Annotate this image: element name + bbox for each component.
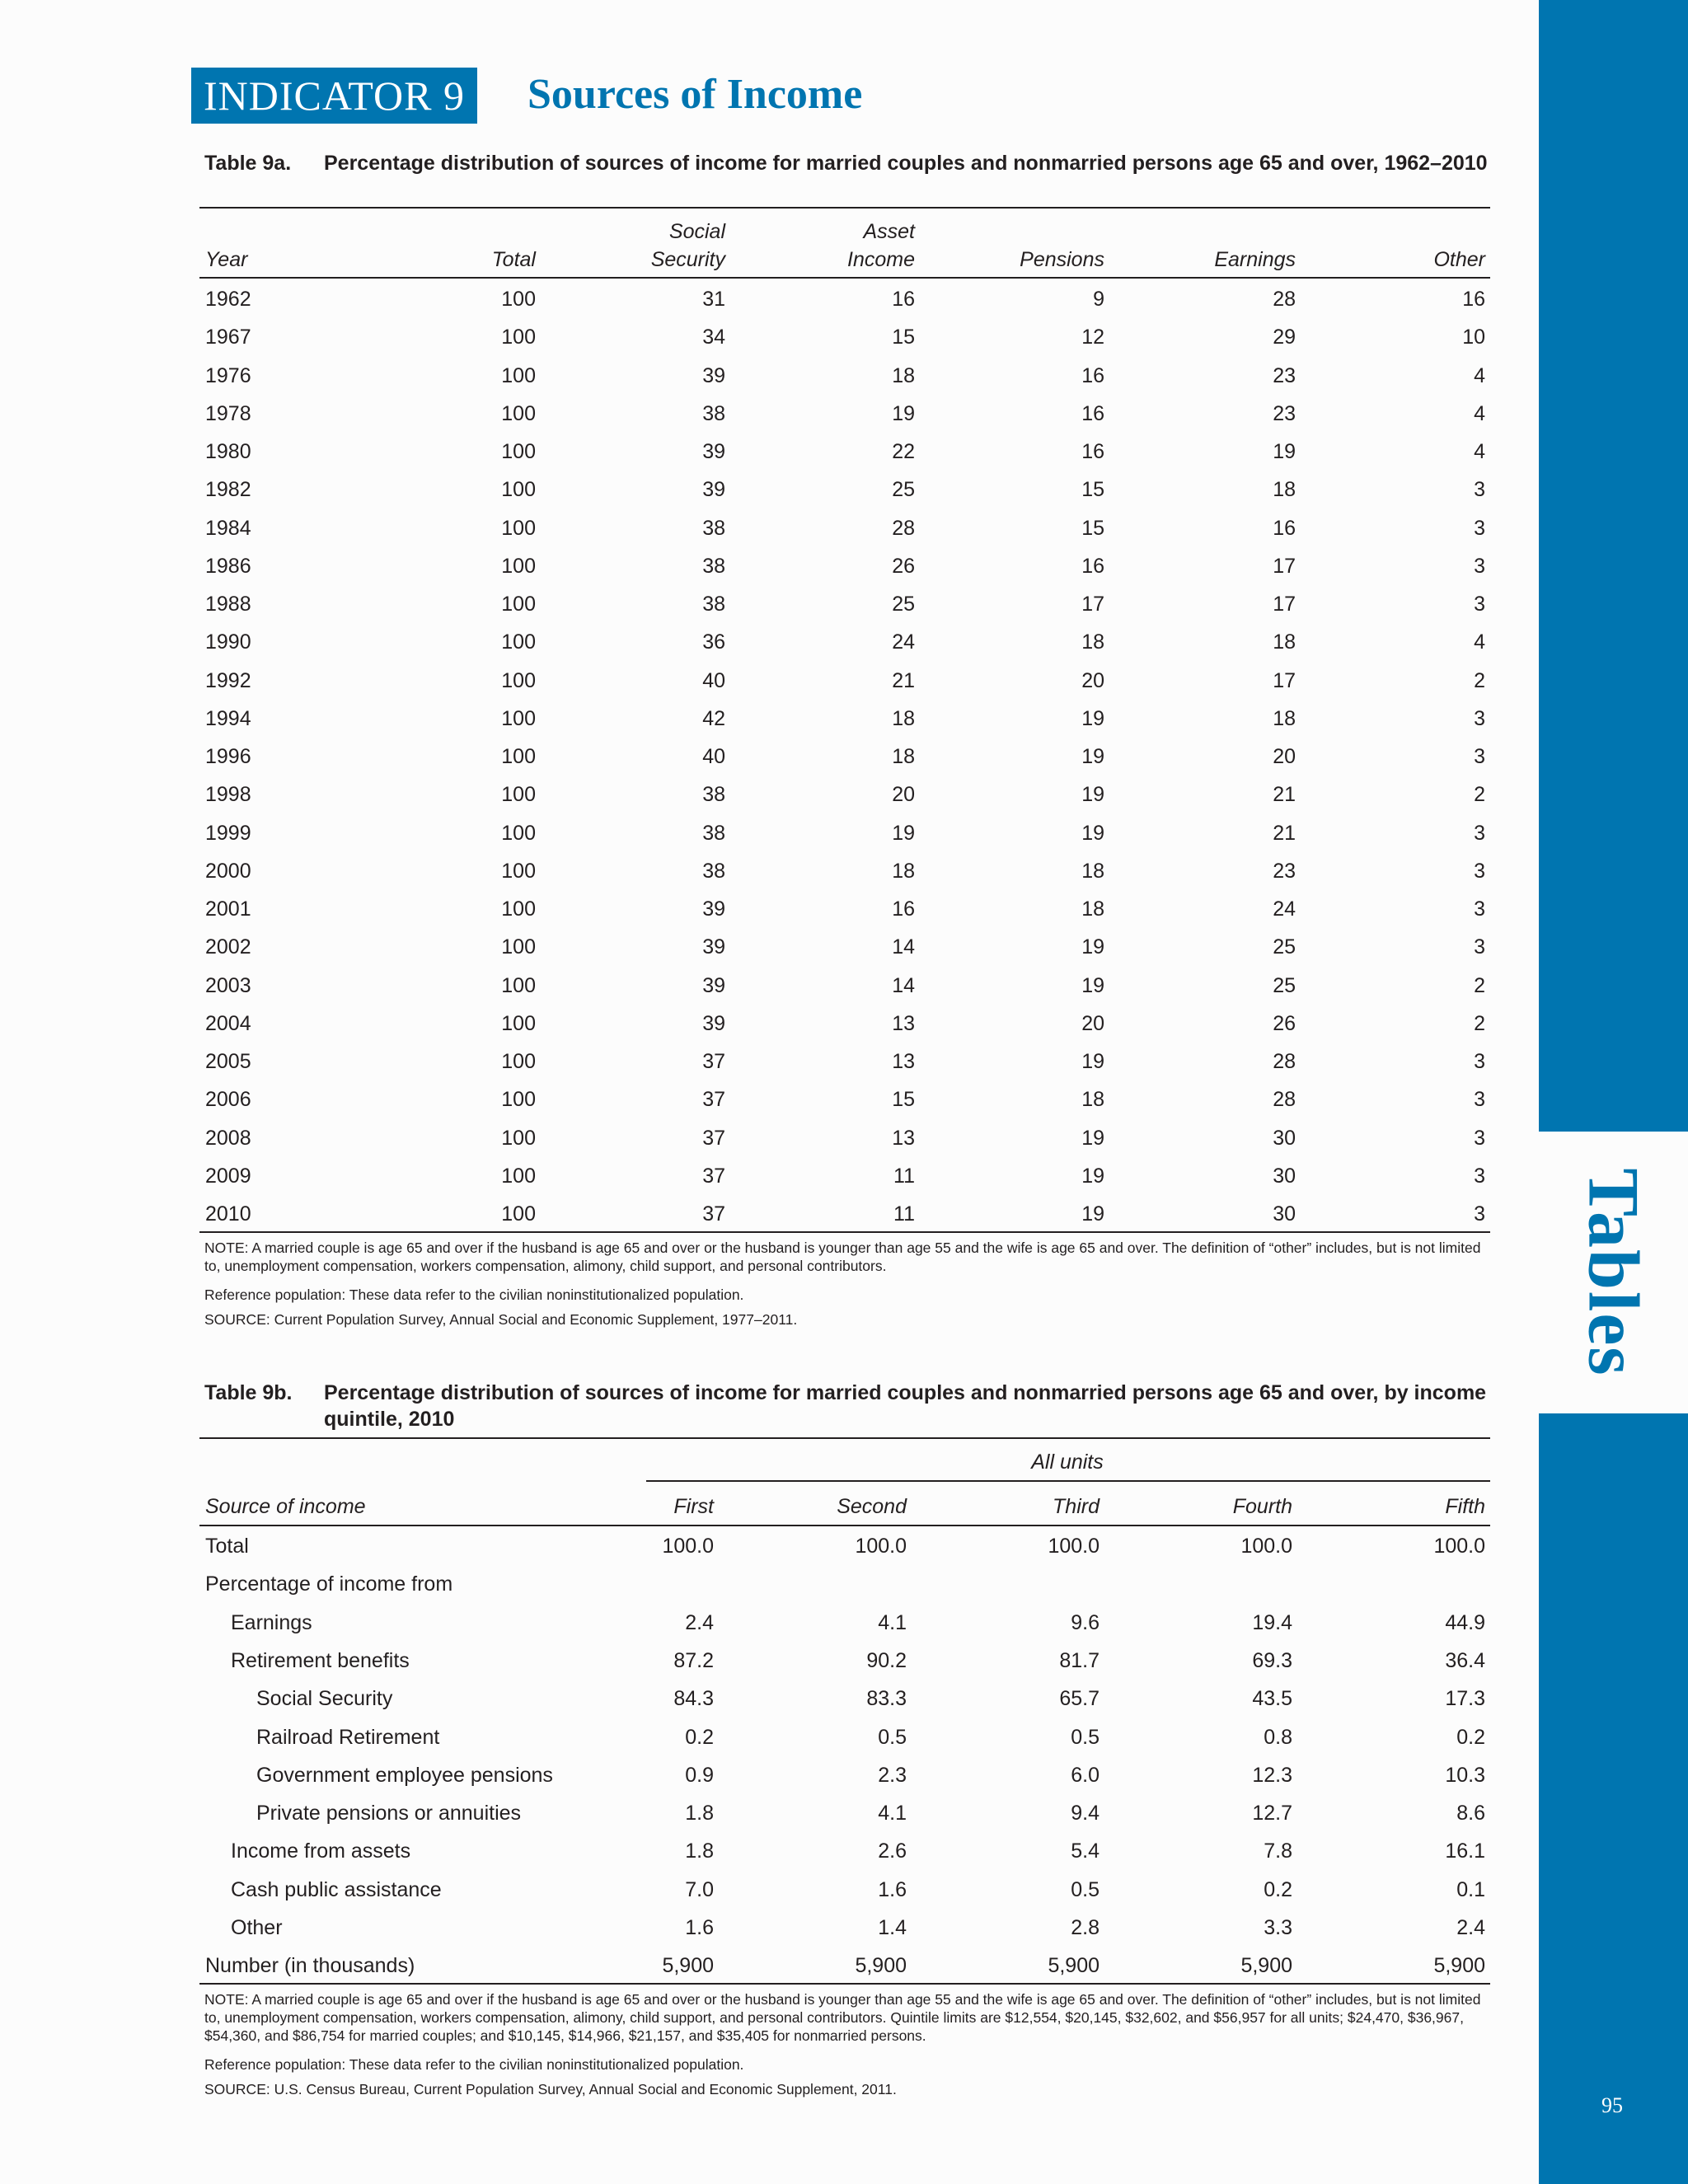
table-9a-value-cell: 18: [1273, 707, 1296, 730]
table-9a-year-cell: 1976: [205, 364, 251, 387]
table-9a-col-header: Income: [847, 248, 915, 271]
table-9a-value-cell: 13: [892, 1012, 915, 1035]
table-9a-value-cell: 17: [1273, 593, 1296, 616]
table-9b-row-label: Government employee pensions: [256, 1764, 553, 1787]
table-9a-value-cell: 16: [1081, 364, 1104, 387]
table-9a-note: Reference population: These data refer to the civilian noninstitutionalized population.: [204, 1286, 744, 1303]
table-9a-value-cell: 11: [893, 1202, 915, 1226]
table-9b-value-cell: 43.5: [1252, 1687, 1292, 1710]
table-9b-value-cell: 1.4: [878, 1916, 907, 1939]
table-9a-col-header: Asset: [863, 220, 915, 243]
table-9a-value-cell: 2: [1474, 1012, 1485, 1035]
table-9a-value-cell: 28: [892, 517, 915, 540]
table-9b-value-cell: 0.1: [1456, 1878, 1485, 1901]
table-9a-year-cell: 1999: [205, 822, 251, 845]
table-9a-value-cell: 100: [501, 860, 536, 883]
table-9b-row-label: Number (in thousands): [205, 1954, 415, 1977]
table-9a-value-cell: 18: [1273, 478, 1296, 501]
table-9a-value-cell: 13: [892, 1127, 915, 1150]
table-9a-value-cell: 3: [1474, 745, 1485, 768]
table-9a-value-cell: 19: [1081, 1050, 1104, 1073]
table-9b-value-cell: 1.8: [685, 1840, 714, 1863]
table-9a-value-cell: 20: [1273, 745, 1296, 768]
table-9b-value-cell: 90.2: [866, 1649, 907, 1672]
table-9a-col-header: Earnings: [1214, 248, 1296, 271]
table-9a-value-cell: 100: [501, 593, 536, 616]
table-9a-year-cell: 1962: [205, 288, 251, 311]
table-9a-value-cell: 18: [1081, 1088, 1104, 1111]
table-9a-value-cell: 19: [1081, 1165, 1104, 1188]
table-9a-value-cell: 16: [1081, 555, 1104, 578]
table-9a-value-cell: 19: [1081, 1202, 1104, 1226]
table-9a-value-cell: 100: [501, 1202, 536, 1226]
table-9a-value-cell: 30: [1273, 1202, 1296, 1226]
table-9a-value-cell: 19: [892, 402, 915, 425]
table-9b-col-header: First: [673, 1495, 714, 1518]
table-9b-value-cell: 5.4: [1071, 1840, 1100, 1863]
table-9a-year-cell: 1992: [205, 669, 251, 692]
table-9b-value-cell: 2.6: [878, 1840, 907, 1863]
table-9b-value-cell: 5,900: [1240, 1954, 1292, 1977]
table-9a-value-cell: 3: [1474, 1127, 1485, 1150]
table-9b-row-label: Earnings: [231, 1611, 312, 1634]
table-9a-value-cell: 2: [1474, 974, 1485, 997]
table-9a-value-cell: 38: [702, 517, 725, 540]
table-9b-value-cell: 2.3: [878, 1764, 907, 1787]
table-9b-value-cell: 100.0: [855, 1535, 907, 1558]
table-9a-number: Table 9a.: [204, 152, 292, 175]
table-9b-value-cell: 36.4: [1445, 1649, 1485, 1672]
table-9b-value-cell: 0.5: [1071, 1878, 1100, 1901]
table-9a-value-cell: 14: [892, 935, 915, 958]
table-9a-value-cell: 3: [1474, 822, 1485, 845]
table-9a-value-cell: 18: [892, 707, 915, 730]
table-9a-value-cell: 10: [1462, 326, 1485, 349]
table-9a-value-cell: 12: [1081, 326, 1104, 349]
table-9a-value-cell: 100: [501, 326, 536, 349]
table-9b-value-cell: 69.3: [1252, 1649, 1292, 1672]
table-9a-value-cell: 34: [702, 326, 725, 349]
table-9b-value-cell: 4.1: [878, 1802, 907, 1825]
table-9a-value-cell: 4: [1474, 364, 1485, 387]
table-9b-value-cell: 17.3: [1445, 1687, 1485, 1710]
table-9b-value-cell: 5,900: [1433, 1954, 1485, 1977]
table-9a-value-cell: 39: [702, 1012, 725, 1035]
table-9a-value-cell: 100: [501, 935, 536, 958]
table-9a-value-cell: 21: [1273, 783, 1296, 806]
table-9a-value-cell: 25: [892, 593, 915, 616]
table-9b-value-cell: 2.8: [1071, 1916, 1100, 1939]
table-9b-value-cell: 4.1: [878, 1611, 907, 1634]
table-9b-bottom-rule: [199, 1983, 1490, 1985]
table-9a-year-cell: 2009: [205, 1165, 251, 1188]
table-9a-year-cell: 1998: [205, 783, 251, 806]
table-9a-value-cell: 21: [1273, 822, 1296, 845]
table-9b-value-cell: 7.8: [1264, 1840, 1292, 1863]
table-9a-value-cell: 18: [1081, 630, 1104, 654]
table-9a-value-cell: 18: [1081, 860, 1104, 883]
table-9a-value-cell: 23: [1273, 860, 1296, 883]
table-9b-value-cell: 0.5: [1071, 1726, 1100, 1749]
table-9a-note: SOURCE: Current Population Survey, Annual Social and Economic Supplement, 1977–2011.: [204, 1311, 798, 1328]
table-9a-value-cell: 39: [702, 440, 725, 463]
table-9a-value-cell: 4: [1474, 630, 1485, 654]
table-9a-value-cell: 30: [1273, 1165, 1296, 1188]
table-9b-value-cell: 0.9: [685, 1764, 714, 1787]
table-9b-value-cell: 10.3: [1445, 1764, 1485, 1787]
table-9a-value-cell: 31: [702, 288, 725, 311]
table-9a-value-cell: 19: [1081, 974, 1104, 997]
table-9a-value-cell: 2: [1474, 783, 1485, 806]
table-9a-value-cell: 100: [501, 898, 536, 921]
table-9a-col-header: Pensions: [1020, 248, 1104, 271]
section-label: Tables: [1573, 1168, 1653, 1377]
table-9b-value-cell: 19.4: [1252, 1611, 1292, 1634]
table-9b-col-header: Source of income: [205, 1495, 366, 1518]
table-9b-value-cell: 9.4: [1071, 1802, 1100, 1825]
table-9a-value-cell: 28: [1273, 1050, 1296, 1073]
table-9a-value-cell: 100: [501, 630, 536, 654]
table-9a-value-cell: 19: [1081, 1127, 1104, 1150]
table-9a-value-cell: 28: [1273, 1088, 1296, 1111]
table-9a-year-cell: 2000: [205, 860, 251, 883]
table-9a-value-cell: 3: [1474, 707, 1485, 730]
table-9a-value-cell: 19: [1081, 745, 1104, 768]
table-9a-value-cell: 100: [501, 822, 536, 845]
table-9a-value-cell: 38: [702, 402, 725, 425]
table-9b-note: Reference population: These data refer to the civilian noninstitutionalized population.: [204, 2056, 744, 2073]
table-9a-year-cell: 1988: [205, 593, 251, 616]
table-9a-col-header: Security: [650, 248, 725, 271]
table-9a-value-cell: 100: [501, 364, 536, 387]
table-9b-col-header: Fifth: [1445, 1495, 1485, 1518]
table-9a-value-cell: 3: [1474, 1088, 1485, 1111]
table-9a-value-cell: 39: [702, 935, 725, 958]
table-9b-value-cell: 5,900: [1048, 1954, 1100, 1977]
table-9b-number: Table 9b.: [204, 1381, 293, 1404]
table-9a-value-cell: 100: [501, 402, 536, 425]
table-9a-value-cell: 11: [893, 1165, 915, 1188]
table-9b-row-label: Income from assets: [231, 1840, 411, 1863]
table-9a-value-cell: 24: [1273, 898, 1296, 921]
table-9b-header-rule: [199, 1525, 1490, 1526]
table-9b-value-cell: 12.3: [1252, 1764, 1292, 1787]
table-9b-note: SOURCE: U.S. Census Bureau, Current Population Survey, Annual Social and Economic Supplement, 2011.: [204, 2081, 897, 2097]
table-9a-value-cell: 19: [1081, 707, 1104, 730]
table-9a-value-cell: 14: [892, 974, 915, 997]
table-9b-value-cell: 0.2: [1264, 1878, 1292, 1901]
table-9b-value-cell: 8.6: [1456, 1802, 1485, 1825]
table-9a-value-cell: 38: [702, 822, 725, 845]
table-9a-year-cell: 1984: [205, 517, 251, 540]
table-9a-col-header: Year: [205, 248, 248, 271]
table-9a-value-cell: 100: [501, 517, 536, 540]
table-9a-year-cell: 1967: [205, 326, 251, 349]
table-9a-value-cell: 15: [1081, 478, 1104, 501]
table-9a-value-cell: 38: [702, 555, 725, 578]
table-9b-value-cell: 5,900: [662, 1954, 714, 1977]
table-9a-value-cell: 100: [501, 440, 536, 463]
table-9a-value-cell: 19: [1081, 935, 1104, 958]
table-9b-top-rule: [199, 1437, 1490, 1439]
table-9b-value-cell: 9.6: [1071, 1611, 1100, 1634]
table-9a-value-cell: 16: [892, 288, 915, 311]
table-9a-year-cell: 2001: [205, 898, 251, 921]
table-9b-value-cell: 100.0: [1433, 1535, 1485, 1558]
table-9a-value-cell: 19: [1273, 440, 1296, 463]
table-9b-value-cell: 1.6: [878, 1878, 907, 1901]
table-9a-value-cell: 100: [501, 1088, 536, 1111]
page-title: Sources of Income: [528, 71, 863, 118]
table-9b-row-label: Private pensions or annuities: [256, 1802, 522, 1825]
table-9b-value-cell: 12.7: [1252, 1802, 1292, 1825]
table-9a-value-cell: 20: [1081, 669, 1104, 692]
table-9b-col-header: Second: [837, 1495, 907, 1518]
table-9a-value-cell: 37: [702, 1050, 725, 1073]
table-9a-value-cell: 100: [501, 555, 536, 578]
table-9a-value-cell: 20: [1081, 1012, 1104, 1035]
table-9b-group-rule: [646, 1480, 1490, 1482]
table-9a-year-cell: 1996: [205, 745, 251, 768]
table-9a-year-cell: 1980: [205, 440, 251, 463]
table-9b-value-cell: 65.7: [1059, 1687, 1100, 1710]
table-9a-value-cell: 37: [702, 1202, 725, 1226]
table-9a-value-cell: 23: [1273, 364, 1296, 387]
table-9a-value-cell: 3: [1474, 1050, 1485, 1073]
table-9b-value-cell: 87.2: [673, 1649, 714, 1672]
table-9a-value-cell: 25: [1273, 935, 1296, 958]
table-9a-header-rule: [199, 277, 1490, 279]
table-9b-row-label: Percentage of income from: [205, 1572, 453, 1596]
table-9a-value-cell: 100: [501, 1012, 536, 1035]
table-9a-value-cell: 9: [1093, 288, 1104, 311]
table-9b-value-cell: 81.7: [1059, 1649, 1100, 1672]
table-9a-value-cell: 25: [1273, 974, 1296, 997]
table-9a-value-cell: 15: [892, 326, 915, 349]
table-9a-col-header: Other: [1433, 248, 1485, 271]
table-9a-value-cell: 100: [501, 783, 536, 806]
table-9a-value-cell: 25: [892, 478, 915, 501]
table-9a-col-header: Total: [491, 248, 536, 271]
table-9a-value-cell: 3: [1474, 860, 1485, 883]
table-9a-value-cell: 16: [1081, 440, 1104, 463]
table-9a-year-cell: 1994: [205, 707, 251, 730]
table-9a-value-cell: 37: [702, 1127, 725, 1150]
table-9a-value-cell: 18: [892, 745, 915, 768]
table-9a-year-cell: 2005: [205, 1050, 251, 1073]
table-9a-value-cell: 19: [1081, 783, 1104, 806]
table-9b-value-cell: 100.0: [662, 1535, 714, 1558]
table-9b-col-header: Fourth: [1232, 1495, 1292, 1518]
table-9a-value-cell: 15: [892, 1088, 915, 1111]
table-9a-bottom-rule: [199, 1231, 1490, 1233]
table-9a-value-cell: 39: [702, 478, 725, 501]
table-9a-value-cell: 39: [702, 974, 725, 997]
page-number: 95: [1601, 2093, 1623, 2117]
table-9a-value-cell: 39: [702, 898, 725, 921]
table-9b-value-cell: 0.8: [1264, 1726, 1292, 1749]
table-9b-value-cell: 0.2: [1456, 1726, 1485, 1749]
table-9a-value-cell: 38: [702, 783, 725, 806]
table-9b-value-cell: 1.8: [685, 1802, 714, 1825]
table-9a-year-cell: 2002: [205, 935, 251, 958]
table-9b-value-cell: 7.0: [685, 1878, 714, 1901]
table-9a-value-cell: 100: [501, 288, 536, 311]
table-9a-value-cell: 40: [702, 669, 725, 692]
table-9a-value-cell: 21: [892, 669, 915, 692]
table-9a-value-cell: 100: [501, 974, 536, 997]
table-9a-value-cell: 16: [892, 898, 915, 921]
table-9a-value-cell: 18: [1081, 898, 1104, 921]
table-9a-value-cell: 3: [1474, 517, 1485, 540]
table-9a-year-cell: 1986: [205, 555, 251, 578]
table-9b-value-cell: 2.4: [685, 1611, 714, 1634]
table-9a-value-cell: 2: [1474, 669, 1485, 692]
table-9a-note: NOTE: A married couple is age 65 and over if the husband is age 65 and over or the husband is younger than age 55 and the wife is age 65 and over. The definition of “other” includes, but is not limited to, unemployment compensation, workers compensation, alimony, child support, and personal contributors.: [204, 1240, 1481, 1274]
table-9b-value-cell: 44.9: [1445, 1611, 1485, 1634]
table-9a-value-cell: 37: [702, 1165, 725, 1188]
sidebar-band-bottom: [1539, 1413, 1688, 2184]
table-9b-row-label: Total: [205, 1535, 249, 1558]
table-9a-value-cell: 3: [1474, 555, 1485, 578]
table-9a-value-cell: 100: [501, 1050, 536, 1073]
table-9a-value-cell: 3: [1474, 898, 1485, 921]
table-9b-value-cell: 0.5: [878, 1726, 907, 1749]
table-9a-value-cell: 26: [1273, 1012, 1296, 1035]
table-9b-row-label: Retirement benefits: [231, 1649, 410, 1672]
table-9a-value-cell: 36: [702, 630, 725, 654]
table-9a-value-cell: 20: [892, 783, 915, 806]
table-9a-value-cell: 100: [501, 707, 536, 730]
table-9a-value-cell: 16: [1273, 517, 1296, 540]
table-9a-value-cell: 24: [892, 630, 915, 654]
table-9b-value-cell: 84.3: [673, 1687, 714, 1710]
table-9a-value-cell: 4: [1474, 402, 1485, 425]
table-9a-value-cell: 22: [892, 440, 915, 463]
table-9a-value-cell: 38: [702, 860, 725, 883]
table-9a-value-cell: 23: [1273, 402, 1296, 425]
table-9b-value-cell: 3.3: [1264, 1916, 1292, 1939]
table-9b-value-cell: 83.3: [866, 1687, 907, 1710]
table-9b-value-cell: 1.6: [685, 1916, 714, 1939]
table-9a-value-cell: 26: [892, 555, 915, 578]
table-9b-value-cell: 100.0: [1048, 1535, 1100, 1558]
table-9a-value-cell: 42: [702, 707, 725, 730]
table-9b-row-label: Social Security: [256, 1687, 393, 1710]
table-9a-value-cell: 18: [1273, 630, 1296, 654]
table-9a-value-cell: 100: [501, 1127, 536, 1150]
table-9b-value-cell: 2.4: [1456, 1916, 1485, 1939]
table-9a-value-cell: 3: [1474, 593, 1485, 616]
table-9a-value-cell: 3: [1474, 478, 1485, 501]
table-9b-row-label: Cash public assistance: [231, 1878, 442, 1901]
table-9a-value-cell: 15: [1081, 517, 1104, 540]
table-9a-value-cell: 18: [892, 860, 915, 883]
table-9b-row-label: Other: [231, 1916, 283, 1939]
table-9a-value-cell: 19: [892, 822, 915, 845]
table-9a-year-cell: 1978: [205, 402, 251, 425]
table-9a-value-cell: 3: [1474, 1165, 1485, 1188]
table-9a-year-cell: 2003: [205, 974, 251, 997]
table-9a-value-cell: 4: [1474, 440, 1485, 463]
table-9a-value-cell: 30: [1273, 1127, 1296, 1150]
table-9a-value-cell: 18: [892, 364, 915, 387]
table-9a-title: Percentage distribution of sources of income for married couples and nonmarried persons age 65 and over, 1962–2010: [324, 152, 1488, 175]
table-9b-title: Percentage distribution of sources of income for married couples and nonmarried persons age 65 and over, by income quintile, 2010: [324, 1381, 1487, 1431]
table-9a-value-cell: 29: [1273, 326, 1296, 349]
table-9a-value-cell: 17: [1273, 669, 1296, 692]
table-9a-value-cell: 3: [1474, 935, 1485, 958]
table-9a-value-cell: 100: [501, 478, 536, 501]
table-9a-value-cell: 37: [702, 1088, 725, 1111]
table-9a-top-rule: [199, 207, 1490, 209]
table-9a-value-cell: 100: [501, 745, 536, 768]
table-9a-value-cell: 100: [501, 1165, 536, 1188]
table-9a-year-cell: 1990: [205, 630, 251, 654]
table-9a-value-cell: 17: [1081, 593, 1104, 616]
table-9b-value-cell: 0.2: [685, 1726, 714, 1749]
table-9a-year-cell: 2008: [205, 1127, 251, 1150]
sidebar-band-top: [1539, 0, 1688, 1132]
table-9a-year-cell: 2006: [205, 1088, 251, 1111]
table-9b-note: NOTE: A married couple is age 65 and over if the husband is age 65 and over or the husband is younger than age 55 and the wife is age 65 and over. The definition of “other” includes, but is not limited to, unemployment compensation, workers compensation, alimony, child support, and personal contributors. Quintile limits are $12,554, $20,145, $32,602, and $56,957 for all units; $24,470, $36,967, $54,360, and $86,754 for married couples; and $10,145, $14,966, $21,157, and $35,405 for nonmarried persons.: [204, 1991, 1481, 2044]
table-9b-col-header: Third: [1053, 1495, 1100, 1518]
table-9a-value-cell: 16: [1462, 288, 1485, 311]
indicator-badge: INDICATOR 9: [191, 68, 477, 124]
table-9a-value-cell: 17: [1273, 555, 1296, 578]
table-9a-value-cell: 28: [1273, 288, 1296, 311]
table-9a-value-cell: 16: [1081, 402, 1104, 425]
table-9b-value-cell: 6.0: [1071, 1764, 1100, 1787]
table-9a-value-cell: 38: [702, 593, 725, 616]
table-9a-value-cell: 100: [501, 669, 536, 692]
table-9b-value-cell: 16.1: [1445, 1840, 1485, 1863]
table-9a-value-cell: 19: [1081, 822, 1104, 845]
table-9a-year-cell: 2004: [205, 1012, 251, 1035]
table-9a-year-cell: 2010: [205, 1202, 251, 1226]
table-9a-col-header: Social: [668, 220, 725, 243]
table-9b-row-label: Railroad Retirement: [256, 1726, 440, 1749]
table-9b-group-header: All units: [1031, 1451, 1104, 1474]
table-9a-value-cell: 13: [892, 1050, 915, 1073]
table-9a-value-cell: 3: [1474, 1202, 1485, 1226]
table-9a-value-cell: 40: [702, 745, 725, 768]
table-9a-value-cell: 39: [702, 364, 725, 387]
table-9b-value-cell: 100.0: [1240, 1535, 1292, 1558]
table-9b-value-cell: 5,900: [855, 1954, 907, 1977]
table-9a-year-cell: 1982: [205, 478, 251, 501]
